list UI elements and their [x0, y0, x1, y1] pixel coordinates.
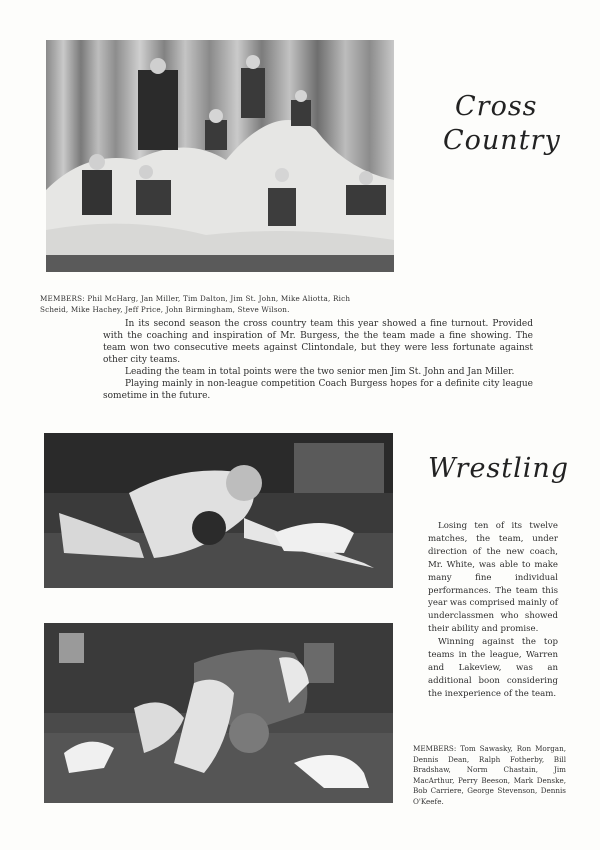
cross-country-paragraph: In its second season the cross country team this year showed a fine turnout. Provided with the coaching and inspiration of Mr. Burgess, the the team made a fine showing. The team won two consecutive meets against Clintondale, but they were less fortunate against other city teams.: [103, 319, 533, 365]
cross-country-paragraph: Leading the team in total points were the two senior men Jim St. John and Jan Miller.: [125, 367, 515, 377]
wrestling-photo-1-image: [44, 433, 393, 588]
cross-country-photo-image: [46, 40, 394, 272]
cross-country-title-line2: Country: [443, 125, 561, 156]
cross-country-title: [443, 90, 561, 158]
cross-country-paragraph: Playing mainly in non-league competition Coach Burgess hopes for a definite city league sometime in the future.: [103, 379, 533, 401]
cross-country-article: [103, 318, 533, 402]
cross-country-team-photo: [46, 40, 394, 272]
wrestling-paragraph: Winning against the top teams in the league, Warren and Lakeview, was an additional boon considering the inexperience of the team.: [428, 637, 558, 699]
cross-country-members: MEMBERS: Phil McHarg, Jan Miller, Tim Dalton, Jim St. John, Mike Aliotta, Rich Scheid, Mike Hachey, Jeff Price, John Birmingham, Steve Wilson.: [40, 294, 351, 314]
cross-country-title-line1: Cross: [455, 91, 538, 122]
wrestling-title: Wrestling: [428, 453, 570, 484]
wrestling-members: MEMBERS: Tom Sawasky, Ron Morgan, Dennis Dean, Ralph Fotherby, Bill Bradshaw, Norm Chastain, Jim MacArthur, Perry Beeson, Mark Denske, Bob Carriere, George Stevenson, Dennis O'Keefe.: [413, 744, 566, 806]
wrestling-photo-2-image: [44, 623, 393, 803]
wrestling-photo-1: [44, 433, 393, 588]
wrestling-paragraph: Losing ten of its twelve matches, the team, under direction of the new coach, Mr. White, was able to make many fine individual performances. The team this year was comprised mainly of underclassmen who showed their ability and promise.: [428, 521, 558, 635]
wrestling-article: [428, 520, 558, 701]
wrestling-photo-2: [44, 623, 393, 803]
